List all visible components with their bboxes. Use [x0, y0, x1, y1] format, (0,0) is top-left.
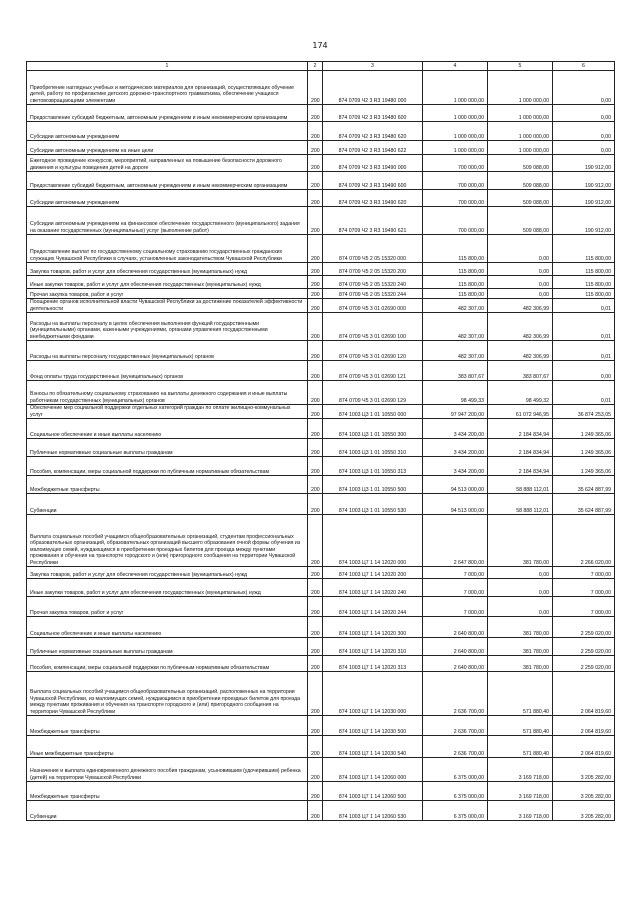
expense-name-cell: Субвенции [27, 801, 308, 821]
classification-code-cell: 874 0709 Ч2 3 R3 19490 000 [323, 155, 423, 172]
line-code-cell: 200 [308, 419, 323, 439]
unexecuted-amount-cell: 2 259 020,00 [553, 617, 615, 638]
approved-amount-cell: 115 800,00 [423, 276, 488, 289]
approved-amount-cell: 97 947 200,00 [423, 405, 488, 419]
executed-amount-cell: 3 169 718,00 [488, 801, 553, 821]
line-code-cell: 200 [308, 716, 323, 736]
expense-name-cell: Закупка товаров, работ и услуг для обеспечения государственных (муниципальных) нужд [27, 567, 308, 579]
approved-amount-cell: 2 640 800,00 [423, 656, 488, 672]
executed-amount-cell: 509 088,00 [488, 190, 553, 207]
approved-amount-cell: 7 000,00 [423, 579, 488, 597]
classification-code-cell: 874 1003 Ц3 1 01 10550 000 [323, 405, 423, 419]
classification-code-cell: 874 0709 Ч2 3 R3 19490 600 [323, 172, 423, 190]
line-code-cell: 200 [308, 155, 323, 172]
line-code-cell: 200 [308, 313, 323, 341]
line-code-cell: 200 [308, 494, 323, 515]
unexecuted-amount-cell: 0,00 [553, 361, 615, 381]
executed-amount-cell: 0,00 [488, 235, 553, 263]
expense-name-cell: Публичные нормативные социальные выплаты гражданам [27, 638, 308, 656]
executed-amount-cell: 0,00 [488, 276, 553, 289]
unexecuted-amount-cell: 0,01 [553, 341, 615, 361]
executed-amount-cell: 383 807,67 [488, 361, 553, 381]
executed-amount-cell: 0,00 [488, 579, 553, 597]
expense-name-cell: Поощрение органов исполнительной власти Чувашской Республики за достижение показателей эффективности деятельности [27, 299, 308, 313]
table-row [27, 597, 615, 617]
classification-code-cell: 874 0709 Ч5 2 05 15320 200 [323, 263, 423, 276]
column-header: 3 [323, 62, 423, 71]
unexecuted-amount-cell: 115 800,00 [553, 289, 615, 299]
executed-amount-cell: 1 000 000,00 [488, 141, 553, 155]
approved-amount-cell: 7 000,00 [423, 597, 488, 617]
unexecuted-amount-cell: 7 000,00 [553, 597, 615, 617]
table-row [27, 716, 615, 736]
approved-amount-cell: 115 800,00 [423, 263, 488, 276]
executed-amount-cell: 482 306,99 [488, 299, 553, 313]
classification-code-cell: 874 0709 Ч5 2 05 15320 244 [323, 289, 423, 299]
approved-amount-cell: 700 000,00 [423, 155, 488, 172]
table-row [27, 579, 615, 597]
line-code-cell: 200 [308, 439, 323, 457]
executed-amount-cell: 482 306,99 [488, 313, 553, 341]
unexecuted-amount-cell: 2 064 819,60 [553, 672, 615, 716]
expense-name-cell: Субвенции [27, 494, 308, 515]
line-code-cell: 200 [308, 567, 323, 579]
line-code-cell: 200 [308, 122, 323, 141]
table-row [27, 457, 615, 476]
table-row [27, 207, 615, 235]
expense-name-cell: Субсидии автономным учреждениям [27, 122, 308, 141]
table-row [27, 276, 615, 289]
approved-amount-cell: 383 807,67 [423, 361, 488, 381]
table-row [27, 71, 615, 105]
approved-amount-cell: 6 375 000,00 [423, 801, 488, 821]
expense-name-cell: Субсидии автономным учреждениям [27, 190, 308, 207]
line-code-cell: 200 [308, 276, 323, 289]
expense-name-cell: Закупка товаров, работ и услуг для обеспечения государственных (муниципальных) нужд [27, 263, 308, 276]
executed-amount-cell: 1 000 000,00 [488, 71, 553, 105]
executed-amount-cell: 98 499,32 [488, 381, 553, 405]
line-code-cell: 200 [308, 579, 323, 597]
approved-amount-cell: 115 800,00 [423, 235, 488, 263]
table-row [27, 105, 615, 122]
executed-amount-cell: 381 780,00 [488, 617, 553, 638]
classification-code-cell: 874 0709 Ч5 3 01 02690 000 [323, 299, 423, 313]
table-row [27, 476, 615, 494]
page-number: 174 [312, 41, 328, 50]
table-row [27, 405, 615, 419]
classification-code-cell: 874 0709 Ч2 3 R3 19480 622 [323, 141, 423, 155]
line-code-cell: 200 [308, 190, 323, 207]
line-code-cell: 200 [308, 782, 323, 801]
classification-code-cell: 874 1003 Ц7 1 14 12020 244 [323, 597, 423, 617]
expense-name-cell: Прочая закупка товаров, работ и услуг [27, 597, 308, 617]
classification-code-cell: 874 1003 Ц7 1 14 12060 530 [323, 801, 423, 821]
approved-amount-cell: 1 000 000,00 [423, 105, 488, 122]
approved-amount-cell: 700 000,00 [423, 172, 488, 190]
expense-name-cell: Выплата социальных пособий учащимся общеобразовательных организаций, студентам профессиональных образовательных организаций, образовательных организаций высшего образования очной формы обучения из малоимущих семей, нуждающимся в приобретении проездных билетов для проезда между пунктами проживания и обучения на транспорте городского и (или) пригородного сообщения на территории Чувашской Республики [27, 515, 308, 567]
unexecuted-amount-cell: 190 912,00 [553, 172, 615, 190]
classification-code-cell: 874 1003 Ц7 1 14 12060 500 [323, 782, 423, 801]
unexecuted-amount-cell: 3 205 282,00 [553, 801, 615, 821]
approved-amount-cell: 7 000,00 [423, 567, 488, 579]
unexecuted-amount-cell: 0,00 [553, 105, 615, 122]
expense-name-cell: Межбюджетные трансферты [27, 476, 308, 494]
classification-code-cell: 874 1003 Ц3 1 01 10550 300 [323, 419, 423, 439]
approved-amount-cell: 2 647 800,00 [423, 515, 488, 567]
table-row [27, 758, 615, 782]
executed-amount-cell: 509 088,00 [488, 155, 553, 172]
table-row [27, 567, 615, 579]
classification-code-cell: 874 0709 Ч5 3 01 02690 100 [323, 313, 423, 341]
unexecuted-amount-cell: 115 800,00 [553, 276, 615, 289]
classification-code-cell: 874 0709 Ч2 3 R3 19490 620 [323, 190, 423, 207]
table-row [27, 736, 615, 758]
unexecuted-amount-cell: 2 259 020,00 [553, 656, 615, 672]
table-row [27, 439, 615, 457]
line-code-cell: 200 [308, 361, 323, 381]
line-code-cell: 200 [308, 758, 323, 782]
column-header: 1 [27, 62, 308, 71]
line-code-cell: 200 [308, 405, 323, 419]
executed-amount-cell: 0,00 [488, 567, 553, 579]
approved-amount-cell: 700 000,00 [423, 190, 488, 207]
line-code-cell: 200 [308, 457, 323, 476]
unexecuted-amount-cell: 2 064 819,60 [553, 716, 615, 736]
executed-amount-cell: 381 780,00 [488, 515, 553, 567]
expense-name-cell: Иные закупки товаров, работ и услуг для обеспечения государственных (муниципальных) нужд [27, 276, 308, 289]
classification-code-cell: 874 0709 Ч5 3 01 02690 120 [323, 341, 423, 361]
table-row [27, 782, 615, 801]
approved-amount-cell: 1 000 000,00 [423, 141, 488, 155]
classification-code-cell: 874 1003 Ц7 1 14 12030 000 [323, 672, 423, 716]
unexecuted-amount-cell: 190 912,00 [553, 190, 615, 207]
unexecuted-amount-cell: 2 266 020,00 [553, 515, 615, 567]
classification-code-cell: 874 1003 Ц7 1 14 12060 000 [323, 758, 423, 782]
executed-amount-cell: 482 306,99 [488, 341, 553, 361]
unexecuted-amount-cell: 0,00 [553, 122, 615, 141]
table-row [27, 299, 615, 313]
column-header: 5 [488, 62, 553, 71]
expense-name-cell: Предоставление субсидий бюджетным, автономным учреждениям и иным некоммерческим организациям [27, 172, 308, 190]
line-code-cell: 200 [308, 638, 323, 656]
expense-name-cell: Расходы на выплаты персоналу в целях обеспечения выполнения функций государственными (муниципальными) органами, казенными учреждениями, органами управления государственными внебюджетными фондами [27, 313, 308, 341]
line-code-cell: 200 [308, 105, 323, 122]
unexecuted-amount-cell: 3 205 282,00 [553, 758, 615, 782]
approved-amount-cell: 6 375 000,00 [423, 758, 488, 782]
approved-amount-cell: 482 307,00 [423, 341, 488, 361]
line-code-cell: 200 [308, 617, 323, 638]
executed-amount-cell: 571 880,40 [488, 736, 553, 758]
classification-code-cell: 874 1003 Ц7 1 14 12020 000 [323, 515, 423, 567]
line-code-cell: 200 [308, 476, 323, 494]
executed-amount-cell: 1 000 000,00 [488, 105, 553, 122]
classification-code-cell: 874 1003 Ц7 1 14 12030 540 [323, 736, 423, 758]
approved-amount-cell: 3 434 200,00 [423, 419, 488, 439]
unexecuted-amount-cell: 1 249 365,06 [553, 457, 615, 476]
approved-amount-cell: 482 307,00 [423, 313, 488, 341]
unexecuted-amount-cell: 2 064 819,60 [553, 736, 615, 758]
approved-amount-cell: 115 800,00 [423, 289, 488, 299]
expense-name-cell: Ежегодное проведение конкурсов, мероприятий, направленных на повышение безопасности дорожного движения и культуры поведения детей на дороге [27, 155, 308, 172]
executed-amount-cell: 58 888 112,01 [488, 494, 553, 515]
table-row [27, 361, 615, 381]
classification-code-cell: 874 1003 Ц3 1 01 10550 500 [323, 476, 423, 494]
table-row [27, 172, 615, 190]
approved-amount-cell: 3 434 200,00 [423, 439, 488, 457]
line-code-cell: 200 [308, 141, 323, 155]
expense-name-cell: Иные межбюджетные трансферты [27, 736, 308, 758]
column-header: 4 [423, 62, 488, 71]
line-code-cell: 200 [308, 263, 323, 276]
executed-amount-cell: 509 088,00 [488, 172, 553, 190]
expense-name-cell: Расходы на выплаты персоналу государственных (муниципальных) органов [27, 341, 308, 361]
line-code-cell: 200 [308, 71, 323, 105]
unexecuted-amount-cell: 1 249 365,06 [553, 439, 615, 457]
classification-code-cell: 874 0709 Ч2 3 R3 19480 000 [323, 71, 423, 105]
approved-amount-cell: 2 636 700,00 [423, 736, 488, 758]
approved-amount-cell: 3 434 200,00 [423, 457, 488, 476]
unexecuted-amount-cell: 0,00 [553, 141, 615, 155]
column-number-row [27, 62, 615, 71]
executed-amount-cell: 1 000 000,00 [488, 122, 553, 141]
unexecuted-amount-cell: 3 205 282,00 [553, 782, 615, 801]
expense-name-cell: Назначение и выплата единовременного денежного пособия гражданам, усыновившим (удочерившим) ребенка (детей) на территории Чувашской Республики [27, 758, 308, 782]
expense-name-cell: Субсидии автономным учреждениям на иные цели [27, 141, 308, 155]
table-row [27, 155, 615, 172]
executed-amount-cell: 0,00 [488, 289, 553, 299]
executed-amount-cell: 2 184 834,94 [488, 419, 553, 439]
table-row [27, 263, 615, 276]
approved-amount-cell: 6 375 000,00 [423, 782, 488, 801]
column-header: 6 [553, 62, 615, 71]
line-code-cell: 200 [308, 381, 323, 405]
executed-amount-cell: 2 184 834,94 [488, 457, 553, 476]
unexecuted-amount-cell: 0,01 [553, 313, 615, 341]
classification-code-cell: 874 0709 Ч2 3 R3 19480 600 [323, 105, 423, 122]
table-row [27, 617, 615, 638]
table-row [27, 494, 615, 515]
table-row [27, 656, 615, 672]
classification-code-cell: 874 0709 Ч5 3 01 02690 121 [323, 361, 423, 381]
classification-code-cell: 874 1003 Ц7 1 14 12020 200 [323, 567, 423, 579]
budget-execution-table [26, 61, 615, 821]
expense-name-cell: Пособия, компенсации, меры социальной поддержки по публичным нормативным обязательствам [27, 457, 308, 476]
table-row [27, 672, 615, 716]
line-code-cell: 200 [308, 289, 323, 299]
classification-code-cell: 874 1003 Ц7 1 14 12020 313 [323, 656, 423, 672]
table-row [27, 190, 615, 207]
table-row [27, 289, 615, 299]
column-header: 2 [308, 62, 323, 71]
classification-code-cell: 874 1003 Ц7 1 14 12030 500 [323, 716, 423, 736]
line-code-cell: 200 [308, 299, 323, 313]
expense-name-cell: Публичные нормативные социальные выплаты гражданам [27, 439, 308, 457]
expense-name-cell: Прочая закупка товаров, работ и услуг [27, 289, 308, 299]
executed-amount-cell: 381 780,00 [488, 638, 553, 656]
table-row [27, 235, 615, 263]
executed-amount-cell: 0,00 [488, 263, 553, 276]
classification-code-cell: 874 0709 Ч2 3 R3 19480 620 [323, 122, 423, 141]
table-row [27, 341, 615, 361]
unexecuted-amount-cell: 36 874 253,05 [553, 405, 615, 419]
table-row [27, 515, 615, 567]
table-row [27, 381, 615, 405]
executed-amount-cell: 571 880,40 [488, 672, 553, 716]
line-code-cell: 200 [308, 736, 323, 758]
approved-amount-cell: 700 000,00 [423, 207, 488, 235]
executed-amount-cell: 3 169 718,00 [488, 782, 553, 801]
unexecuted-amount-cell: 190 912,00 [553, 155, 615, 172]
unexecuted-amount-cell: 115 800,00 [553, 235, 615, 263]
executed-amount-cell: 61 072 946,95 [488, 405, 553, 419]
unexecuted-amount-cell: 190 912,00 [553, 207, 615, 235]
approved-amount-cell: 1 000 000,00 [423, 71, 488, 105]
approved-amount-cell: 2 636 700,00 [423, 672, 488, 716]
expense-name-cell: Предоставление выплат по государственному социальному страхованию государственных гражданских служащих Чувашской Республики в случаях, установленных законодательством Чувашской Республики [27, 235, 308, 263]
unexecuted-amount-cell: 0,01 [553, 381, 615, 405]
classification-code-cell: 874 1003 Ц3 1 01 10550 530 [323, 494, 423, 515]
line-code-cell: 200 [308, 801, 323, 821]
table-row [27, 419, 615, 439]
line-code-cell: 200 [308, 597, 323, 617]
unexecuted-amount-cell: 0,01 [553, 299, 615, 313]
classification-code-cell: 874 0709 Ч5 2 05 15320 240 [323, 276, 423, 289]
approved-amount-cell: 482 307,00 [423, 299, 488, 313]
line-code-cell: 200 [308, 207, 323, 235]
unexecuted-amount-cell: 7 000,00 [553, 567, 615, 579]
executed-amount-cell: 0,00 [488, 597, 553, 617]
expense-name-cell: Фонд оплаты труда государственных (муниципальных) органов [27, 361, 308, 381]
table-row [27, 638, 615, 656]
expense-name-cell: Субсидии автономным учреждениям на финансовое обеспечение государственного (муниципального) задания на оказание государственных (муниципальных) услуг (выполнение работ) [27, 207, 308, 235]
approved-amount-cell: 94 513 000,00 [423, 476, 488, 494]
classification-code-cell: 874 1003 Ц7 1 14 12020 310 [323, 638, 423, 656]
approved-amount-cell: 94 513 000,00 [423, 494, 488, 515]
unexecuted-amount-cell: 2 259 020,00 [553, 638, 615, 656]
line-code-cell: 200 [308, 341, 323, 361]
approved-amount-cell: 98 499,33 [423, 381, 488, 405]
expense-name-cell: Иные закупки товаров, работ и услуг для обеспечения государственных (муниципальных) нужд [27, 579, 308, 597]
classification-code-cell: 874 0709 Ч5 2 05 15320 000 [323, 235, 423, 263]
executed-amount-cell: 2 184 834,94 [488, 439, 553, 457]
expense-name-cell: Приобретение наглядных учебных и методических материалов для организаций, осуществляющих обучение детей, работу по профилактике детского дорожно-транспортного травматизма, обеспечение учащихся световозвращающими элементами [27, 71, 308, 105]
classification-code-cell: 874 0709 Ч2 3 R3 19490 621 [323, 207, 423, 235]
table-row [27, 313, 615, 341]
line-code-cell: 200 [308, 672, 323, 716]
unexecuted-amount-cell: 35 624 887,99 [553, 494, 615, 515]
table-row [27, 122, 615, 141]
expense-name-cell: Межбюджетные трансферты [27, 782, 308, 801]
approved-amount-cell: 2 636 700,00 [423, 716, 488, 736]
approved-amount-cell: 2 640 800,00 [423, 638, 488, 656]
classification-code-cell: 874 1003 Ц3 1 01 10550 313 [323, 457, 423, 476]
executed-amount-cell: 509 088,00 [488, 207, 553, 235]
unexecuted-amount-cell: 115 800,00 [553, 263, 615, 276]
unexecuted-amount-cell: 1 249 365,06 [553, 419, 615, 439]
classification-code-cell: 874 1003 Ц7 1 14 12020 240 [323, 579, 423, 597]
expense-name-cell: Пособия, компенсации, меры социальной поддержки по публичным нормативным обязательствам [27, 656, 308, 672]
classification-code-cell: 874 0709 Ч5 3 01 02690 129 [323, 381, 423, 405]
expense-name-cell: Социальное обеспечение и иные выплаты населению [27, 617, 308, 638]
expense-name-cell: Социальное обеспечение и иные выплаты населению [27, 419, 308, 439]
expense-name-cell: Взносы по обязательному социальному страхованию на выплаты денежного содержания и иные выплаты работникам государственных (муниципальных) органов [27, 381, 308, 405]
expense-name-cell: Межбюджетные трансферты [27, 716, 308, 736]
table-row [27, 801, 615, 821]
executed-amount-cell: 571 880,40 [488, 716, 553, 736]
line-code-cell: 200 [308, 172, 323, 190]
executed-amount-cell: 381 780,00 [488, 656, 553, 672]
unexecuted-amount-cell: 0,00 [553, 71, 615, 105]
executed-amount-cell: 3 169 718,00 [488, 758, 553, 782]
classification-code-cell: 874 1003 Ц7 1 14 12020 300 [323, 617, 423, 638]
classification-code-cell: 874 1003 Ц3 1 01 10550 310 [323, 439, 423, 457]
expense-name-cell: Выплата социальных пособий учащимся общеобразовательных организаций, расположенных на территории Чувашской Республики, из малоимущих семей, нуждающимся в приобретении проездных билетов для проезда между пунктами проживания и обучения на транспорте городского и (или) пригородного сообщения на территории Чувашской Республики [27, 672, 308, 716]
executed-amount-cell: 58 888 112,01 [488, 476, 553, 494]
line-code-cell: 200 [308, 656, 323, 672]
approved-amount-cell: 1 000 000,00 [423, 122, 488, 141]
unexecuted-amount-cell: 35 624 887,99 [553, 476, 615, 494]
unexecuted-amount-cell: 7 000,00 [553, 579, 615, 597]
line-code-cell: 200 [308, 235, 323, 263]
expense-name-cell: Предоставление субсидий бюджетным, автономным учреждениям и иным некоммерческим организациям [27, 105, 308, 122]
table-row [27, 141, 615, 155]
line-code-cell: 200 [308, 515, 323, 567]
approved-amount-cell: 2 640 800,00 [423, 617, 488, 638]
expense-name-cell: Обеспечение мер социальной поддержки отдельных категорий граждан по оплате жилищно-коммунальных услуг [27, 405, 308, 419]
